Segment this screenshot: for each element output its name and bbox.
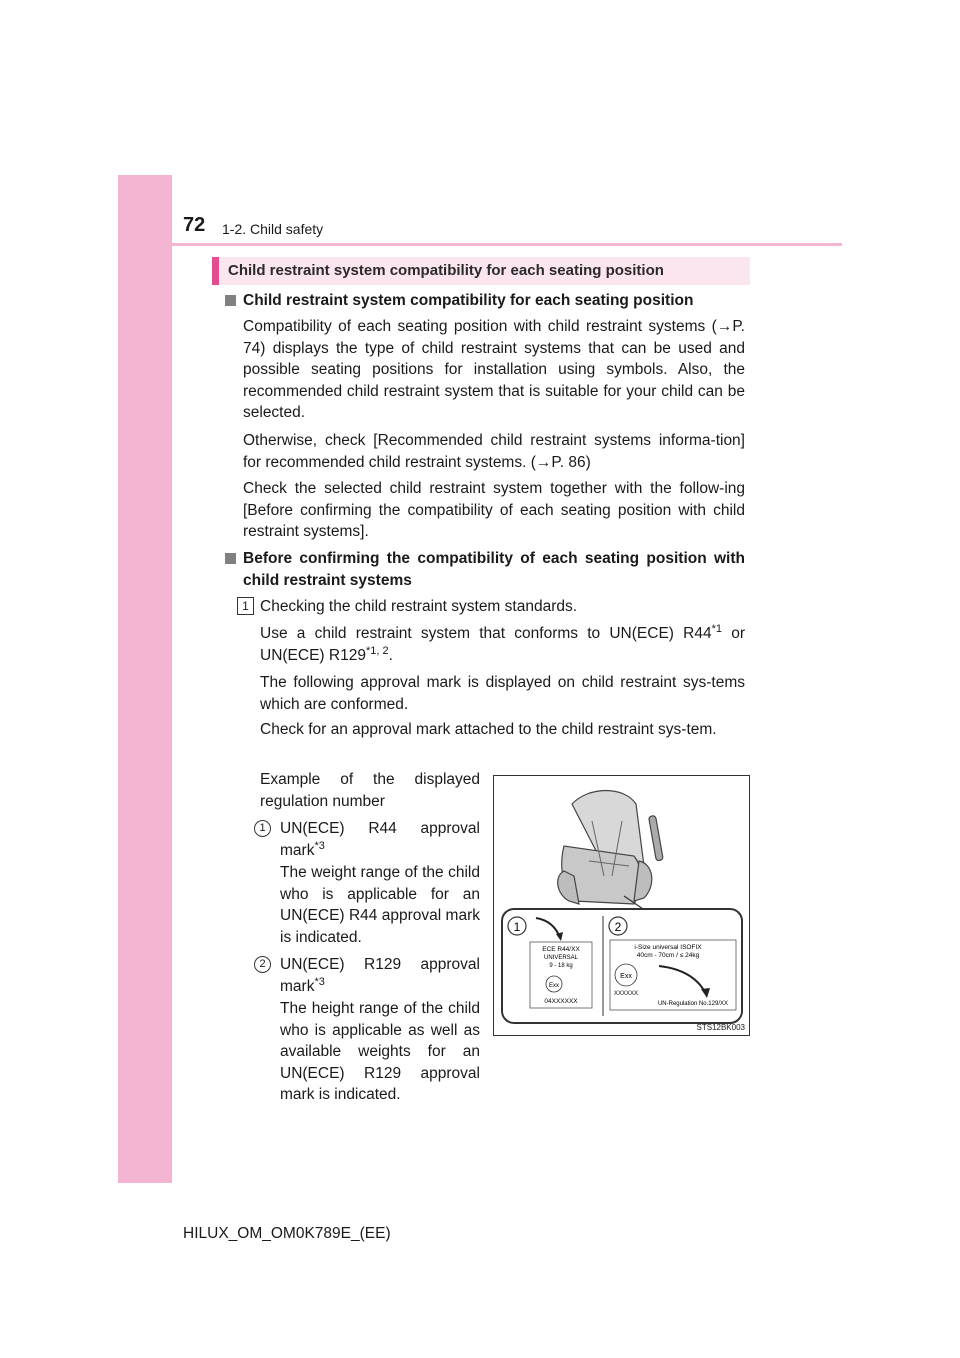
example-caption: Example of the displayed regulation number bbox=[260, 771, 480, 810]
r44-label-line3: 9 - 18 kg bbox=[549, 963, 573, 969]
paragraph-check-mark: Check for an approval mark attached to the child restraint sys-tem. bbox=[260, 721, 717, 738]
figure-code: STS12BK003 bbox=[696, 1023, 745, 1032]
footnote-ref: *1 bbox=[711, 622, 722, 635]
footnote-ref: *1, 2 bbox=[365, 644, 389, 657]
item1-description: The weight range of the child who is applicable for an UN(ECE) R44 approval mark is indicated. bbox=[280, 864, 480, 946]
chapter-title: 1-2. Child safety bbox=[222, 221, 324, 237]
header-rule bbox=[172, 243, 842, 246]
bullet-square-icon bbox=[225, 553, 236, 564]
step-title: Checking the child restraint system standards. bbox=[260, 598, 578, 615]
heading-compatibility: Child restraint system compatibility for each seating position bbox=[243, 292, 694, 309]
r129-label-line1: i-Size universal ISOFIX bbox=[634, 944, 702, 951]
r44-e-mark: Exx bbox=[548, 983, 560, 989]
chapter-side-tab bbox=[118, 175, 172, 1183]
r44-approval-code: 04XXXXXX bbox=[544, 998, 578, 1005]
r129-regulation: UN-Regulation No.129/XX bbox=[657, 1001, 728, 1007]
page-number: 72 bbox=[183, 214, 206, 236]
footer-doc-code: HILUX_OM_OM0K789E_(EE) bbox=[183, 1225, 391, 1242]
r44-label-line1: ECE R44/XX bbox=[542, 946, 580, 953]
section-title: Child restraint system compatibility for each seating position bbox=[212, 257, 750, 285]
callout-2: 2 bbox=[614, 920, 622, 934]
r129-label-line2: 40cm - 70cm / ≤ 24kg bbox=[636, 952, 700, 959]
step-number-box: 1 bbox=[237, 597, 254, 615]
item2-title: UN(ECE) R129 approval mark$^{*3}$ bbox=[280, 956, 480, 995]
r129-e-mark: Exx bbox=[620, 973, 632, 980]
callout-1: 1 bbox=[513, 920, 521, 934]
item-number-circle: 2 bbox=[254, 956, 271, 973]
r129-approval-code: XXXXXX bbox=[613, 991, 639, 997]
bullet-square-icon bbox=[225, 295, 236, 306]
approval-mark-figure bbox=[493, 775, 750, 1036]
paragraph-check-selected: Check the selected child restraint system together with the follow-ing [Before confirming the compatibility of each seating position with child restraint systems]. bbox=[243, 480, 745, 540]
paragraph-approval-mark: The following approval mark is displayed on child restraint sys-tems which are conformed. bbox=[260, 674, 745, 713]
item2-description: The height range of the child who is applicable as well as available weights for an UN(ECE) R129 approval mark is indicated. bbox=[280, 1000, 480, 1103]
paragraph-use-standard: Use a child restraint system that conforms to UN(ECE) R44$^{*1}$ or UN(ECE) R129$^{*1, 2}$. bbox=[260, 622, 745, 664]
item1-title: UN(ECE) R44 approval mark$^{*3}$ bbox=[280, 820, 480, 859]
footnote-ref: *3 bbox=[314, 839, 325, 852]
child-seat-illustration bbox=[494, 776, 749, 1035]
footnote-ref: *3 bbox=[314, 975, 325, 988]
paragraph-otherwise: Otherwise, check [Recommended child restraint systems informa-tion] for recommended child restraint systems. (→P. 86) bbox=[243, 432, 745, 471]
heading-before-confirming: Before confirming the compatibility of each seating position with child restraint systems bbox=[243, 550, 745, 589]
paragraph-compatibility: Compatibility of each seating position with child restraint systems (→P. 74) displays the type of child restraint systems that can be used and possible seating positions for installation using symbols. Also, the recommended child restraint system that is suitable for your child can be selected. bbox=[243, 318, 745, 421]
r44-label-line2: UNIVERSAL bbox=[543, 955, 579, 961]
item-number-circle: 1 bbox=[254, 820, 271, 837]
